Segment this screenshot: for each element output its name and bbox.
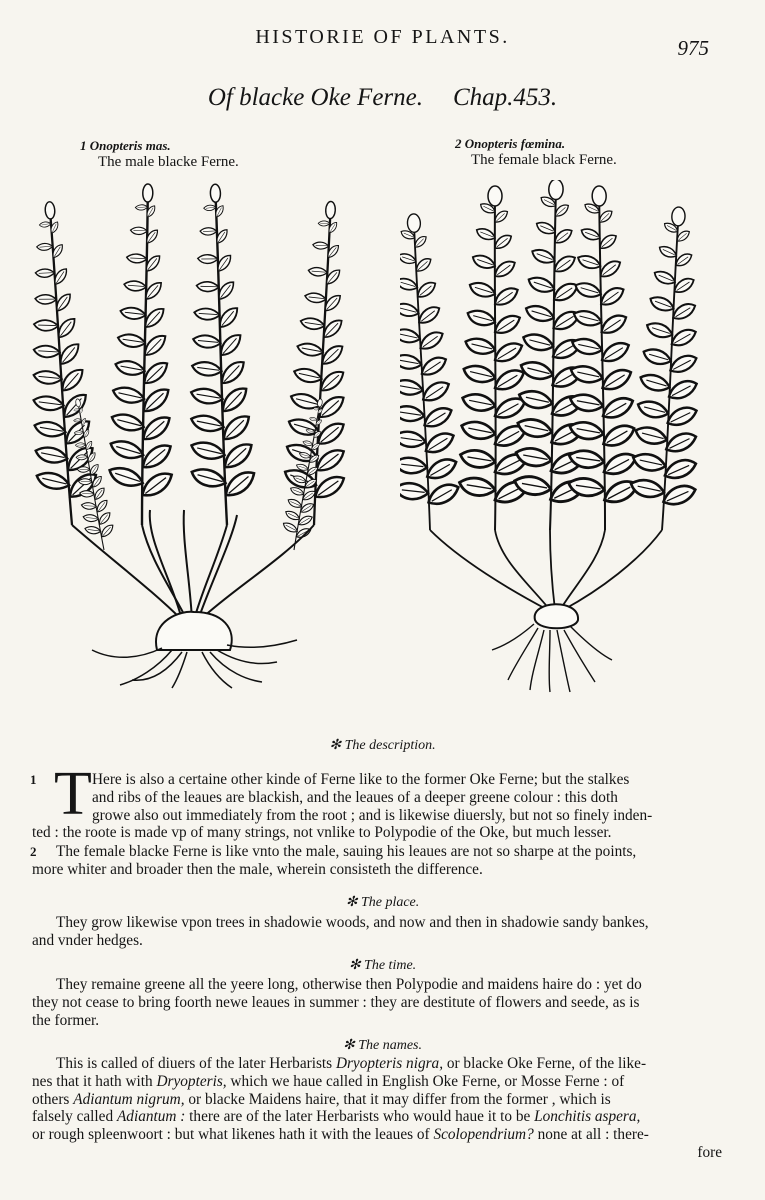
chapter-number: Chap.453.: [453, 84, 558, 111]
figure-2-latin-name: 2 Onopteris fœmina.: [455, 136, 566, 151]
text-line: they not cease to bring foorth newe leaues in summer : they are destitute of flowers and seede, as is: [32, 993, 640, 1011]
text-line: others Adiantum nigrum, or blacke Maidens haire, that it may differ from the former , which is: [32, 1090, 611, 1108]
place-paragraph: [32, 914, 722, 950]
place-heading: ✻ The place.: [345, 895, 420, 910]
latin-term: Adiantum :: [116, 1108, 186, 1126]
running-head: HISTORIE OF PLANTS.: [255, 26, 510, 48]
names-paragraph: [32, 1055, 722, 1162]
text-line: more whiter and broader then the male, wherein consisteth the difference.: [32, 860, 483, 878]
text-line: ted : the roote is made vp of many strings, not vnlike to Polypodie of the Oke, but much lesser.: [32, 824, 612, 842]
male-black-fern-woodcut: [32, 180, 362, 690]
figure-1-caption: [80, 138, 239, 171]
drop-cap: T: [54, 760, 92, 828]
text-line: This is called of diuers of the later Herbarists Dryopteris nigra, or blacke Oke Ferne, of the like-: [56, 1055, 647, 1072]
names-heading: ✻ The names.: [342, 1038, 422, 1053]
catchword: fore: [697, 1143, 722, 1161]
figure-1-english-name: The male blacke Ferne.: [98, 154, 239, 170]
text-line: growe also out immediately from the root ; and is likewise diuersly, but not so finely inden-: [92, 806, 653, 824]
latin-term: Lonchitis aspera,: [534, 1108, 641, 1126]
chapter-title-text: Of blacke Oke Ferne.: [207, 84, 423, 111]
time-paragraph: [32, 976, 722, 1029]
text-line: They grow likewise vpon trees in shadowie woods, and now and then in shadowie sandy bankes,: [56, 914, 649, 931]
paragraph-number-2: 2: [30, 844, 37, 859]
text-line: and vnder hedges.: [32, 931, 143, 949]
figure-2-caption: [455, 136, 617, 169]
latin-term: Dryopteris,: [156, 1072, 227, 1090]
text-line: falsely called Adiantum : there are of the later Herbarists who would haue it to be Lonchitis aspera,: [32, 1108, 641, 1126]
page-number: 975: [677, 36, 709, 60]
figure-1-latin-name: 1 Onopteris mas.: [80, 138, 171, 153]
paragraph-number-1: 1: [30, 772, 37, 787]
latin-term: Adiantum nigrum,: [73, 1090, 185, 1108]
text-line: and ribs of the leaues are blackish, and the leaues of a deeper greene colour : this doth: [92, 788, 618, 806]
description-paragraph-1: [30, 760, 722, 842]
figure-2-english-name: The female black Ferne.: [471, 152, 617, 168]
text-line: Here is also a certaine other kinde of Ferne like to the former Oke Ferne; but the stalkes: [92, 771, 630, 788]
description-heading: ✻ The description.: [329, 738, 436, 753]
text-line: or rough spleenwoort : but what likenes hath it with the leaues of Scolopendrium? none at all : there-: [32, 1126, 649, 1144]
time-heading: ✻ The time.: [348, 958, 417, 973]
text-line: The female blacke Ferne is like vnto the male, sauing his leaues are not so sharpe at the points,: [56, 843, 637, 860]
chapter-title: [0, 84, 765, 112]
description-paragraph-2: [32, 843, 722, 879]
text-line: nes that it hath with Dryopteris, which we haue called in English Oke Ferne, or Mosse Ferne : of: [32, 1072, 625, 1090]
latin-term: Scolopendrium?: [433, 1126, 534, 1144]
latin-term: Dryopteris nigra,: [335, 1055, 444, 1072]
female-black-fern-woodcut: [400, 180, 710, 695]
text-line: They remaine greene all the yeere long, otherwise then Polypodie and maidens haire do : yet do: [56, 976, 642, 993]
text-line: the former.: [32, 1011, 100, 1029]
